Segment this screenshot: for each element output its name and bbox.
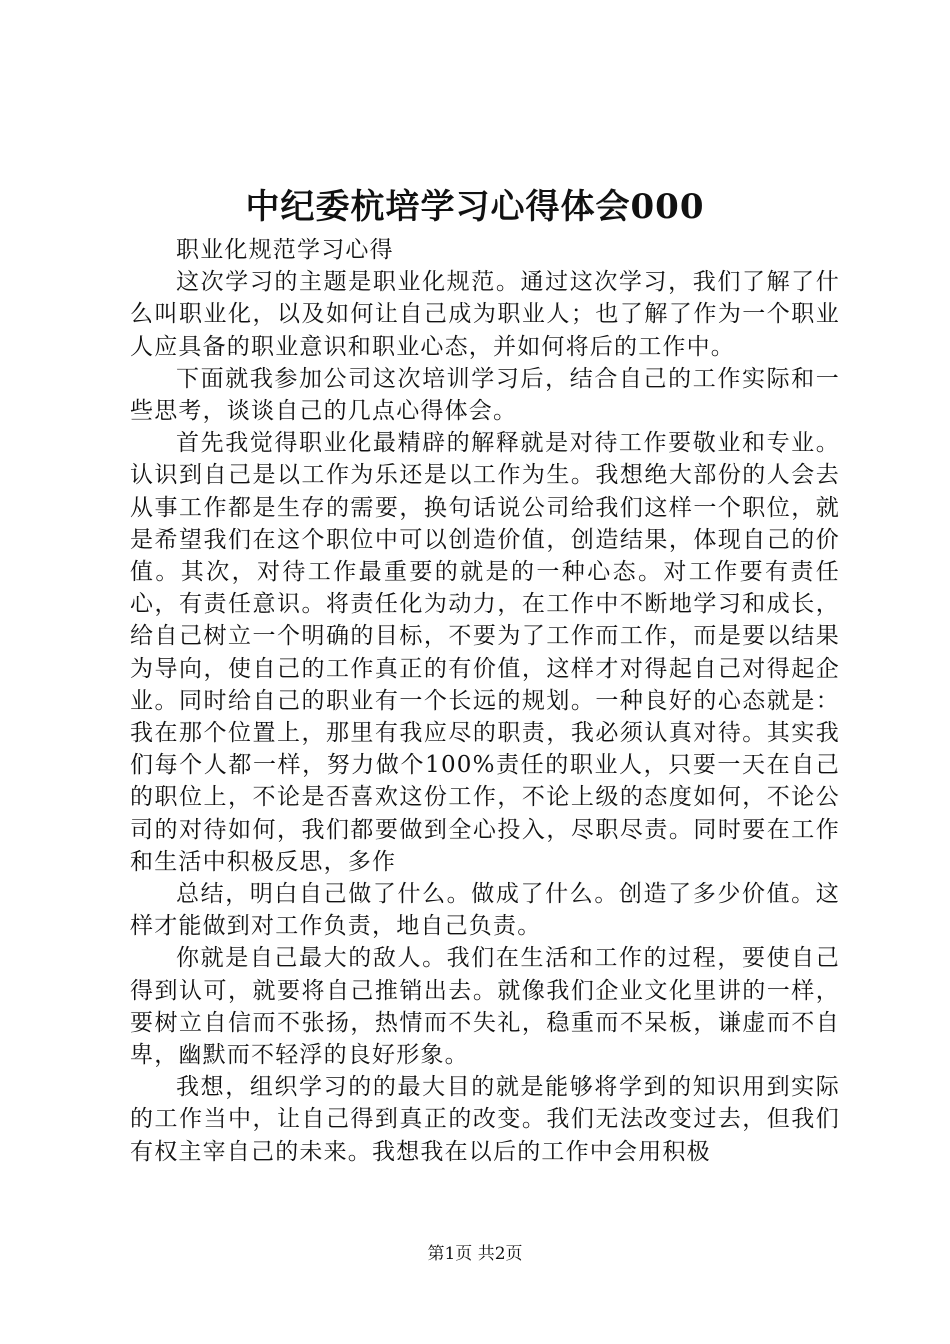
document-body [130, 234, 840, 1168]
paragraph-3: 首先我觉得职业化最精辟的解释就是对待工作要敬业和专业。认识到自己是以工作为乐还是以工作为生。我想绝大部份的人会去从事工作都是生存的需要，换句话说公司给我们这样一个职位，就是希望我们在这个职位中可以创造价值，创造结果，体现自己的价值。其次，对待工作最重要的就是的一种心态。对工作要有责任心，有责任意识。将责任化为动力，在工作中不断地学习和成长，给自己树立一个明确的目标，不要为了工作而工作，而是要以结果为导向，使自己的工作真正的有价值，这样才对得起自己对得起企业。同时给自己的职业有一个长远的规划。一种良好的心态就是：我在那个位置上，那里有我应尽的职责，我必须认真对待。其实我们每个人都一样，努力做个100%责任的职业人，只要一天在自己的职位上，不论是否喜欢这份工作，不论上级的态度如何，不论公司的对待如何，我们都要做到全心投入，尽职尽责。同时要在工作和生活中积极反思，多作 [130, 430, 840, 875]
paragraph-1: 这次学习的主题是职业化规范。通过这次学习，我们了解了什么叫职业化，以及如何让自己成为职业人；也了解了作为一个职业人应具备的职业意识和职业心态，并如何将后的工作中。 [130, 269, 840, 360]
paragraph-6: 我想，组织学习的的最大目的就是能够将学到的知识用到实际的工作当中，让自己得到真正的改变。我们无法改变过去，但我们有权主宰自己的未来。我想我在以后的工作中会用积极 [130, 1074, 840, 1165]
paragraph-5: 你就是自己最大的敌人。我们在生活和工作的过程，要使自己得到认可，就要将自己推销出去。就像我们企业文化里讲的一样，要树立自信而不张扬，热情而不失礼，稳重而不呆板，谦虚而不自卑，幽默而不轻浮的良好形象。 [130, 945, 840, 1069]
paragraph-2: 下面就我参加公司这次培训学习后，结合自己的工作实际和一些思考，谈谈自己的几点心得体会。 [130, 365, 840, 425]
paragraph-4: 总结，明白自己做了什么。做成了什么。创造了多少价值。这样才能做到对工作负责，地自己负责。 [130, 881, 840, 940]
document-subtitle: 职业化规范学习心得 [176, 237, 394, 263]
document-title: 中纪委杭培学习心得体会000 [245, 187, 705, 227]
page-footer: 第1页 共2页 [427, 1244, 523, 1264]
